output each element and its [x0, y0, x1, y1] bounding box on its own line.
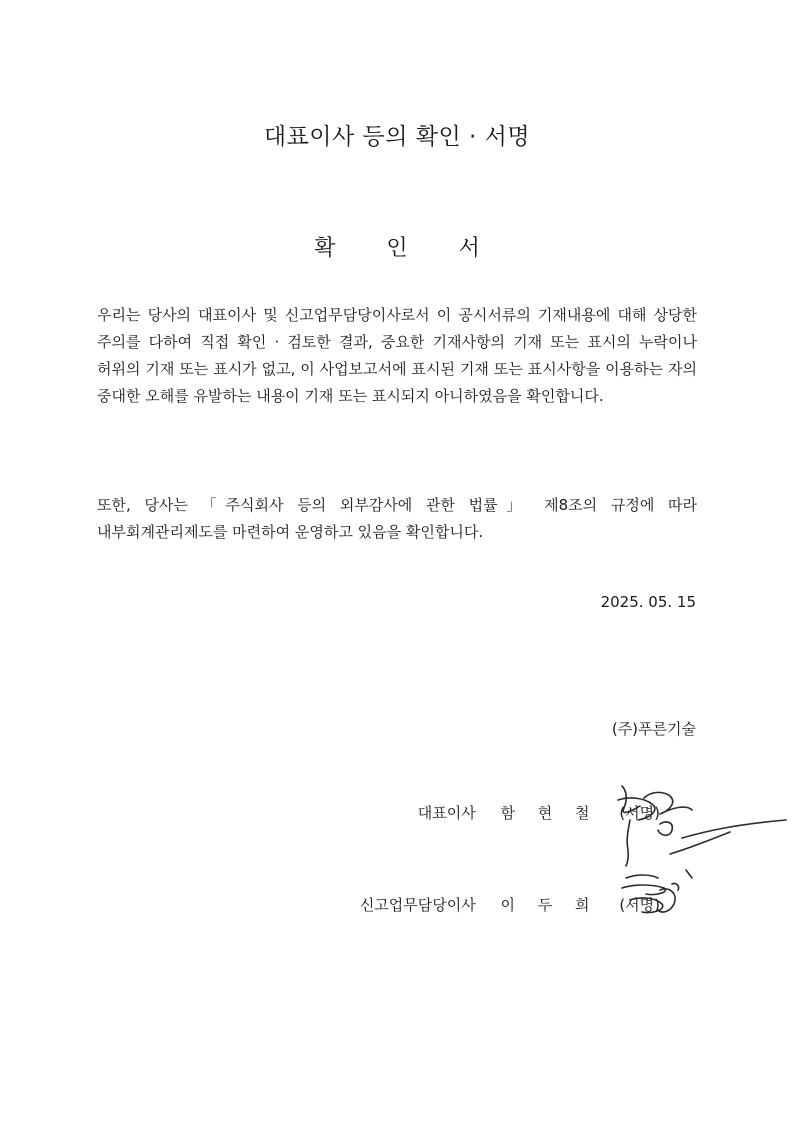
confirmation-paragraph: 우리는 당사의 대표이사 및 신고업무담당이사로서 이 공시서류의 기재내용에 대해 상당한 주의를 다하여 직접 확인 · 검토한 결과, 중요한 기재사항의 기재 또는 표시의 누락이나 허위의 기재 또는 표시가 없고, 이 사업보고서에 표시된 기재 또는 표시사항을 이용하는 자의 중대한 오해를 유발하는 내용이 기재 또는 표시되지 아니하였음을 확인합니다. [97, 306, 697, 405]
signer-disclosure-officer [360, 894, 660, 915]
signer-name: 함 현 철 [500, 804, 599, 822]
ceo-handwritten-signature [600, 778, 790, 870]
document-subtitle: 확 인 서 [314, 236, 502, 261]
signature-mark: (서명) [619, 896, 660, 914]
document-date: 2025. 05. 15 [600, 593, 696, 611]
company-name: (주)푸른기술 [611, 720, 696, 738]
internal-control-paragraph: 또한, 당사는 「주식회사 등의 외부감사에 관한 법률」 제8조의 규정에 따라 내부회계관리제도를 마련하여 운영하고 있음을 확인합니다. [97, 496, 697, 541]
document-title: 대표이사 등의 확인 · 서명 [263, 124, 531, 150]
signer-role: 신고업무담당이사 [359, 896, 476, 914]
signer-name: 이 두 희 [500, 896, 599, 914]
signer-role: 대표이사 [417, 804, 476, 822]
signer-ceo [418, 802, 660, 823]
signature-mark: (서명) [619, 804, 660, 822]
